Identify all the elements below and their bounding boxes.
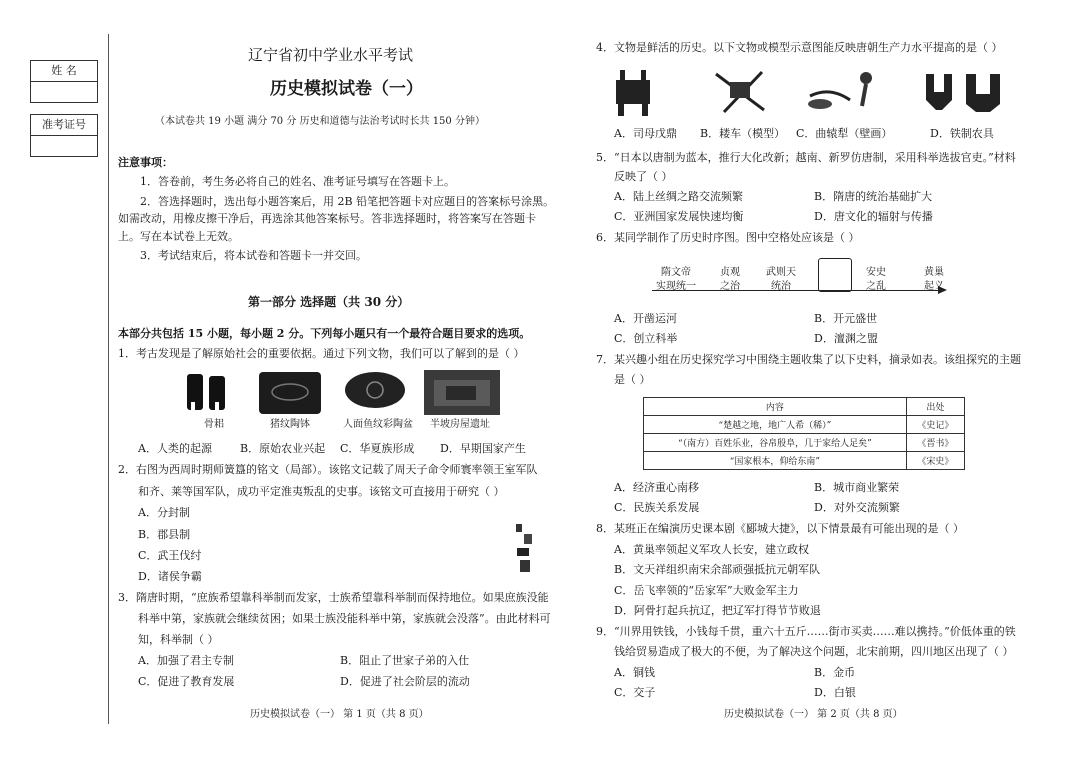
q8-stem: 8．某班正在编演历史课本剧《郾城大捷》，以下情景最有可能出现的是（ ） [596,522,964,535]
q7-option-b[interactable]: B．城市商业繁荣 [814,481,900,494]
timeline-event-4-line2: 之乱 [866,281,886,292]
section-title: 第一部分 选择题（共 30 分） [248,295,410,309]
simuwu-ding-image [612,66,654,118]
q3-stem-line1: 3．隋唐时期，“庶族希望靠科举制而发家，士族希望靠科举制而保持地位。如果庶族没能 [118,591,549,604]
q2-option-a[interactable]: A．分封制 [138,506,190,519]
q4-option-a[interactable]: A．司母戊鼎 [614,127,677,140]
q7-option-a[interactable]: A．经济重心南移 [614,481,699,494]
q1-option-d[interactable]: D．早期国家产生 [440,442,526,455]
q8-option-b[interactable]: B．文天祥组织南宋余部顽强抵抗元朝军队 [614,563,821,576]
q6-option-d[interactable]: D．澶渊之盟 [814,332,878,345]
timeline-event-1 [656,266,696,294]
q6-option-c[interactable]: C．创立科举 [614,332,678,345]
table-row [644,434,965,452]
q2-option-d[interactable]: D．诸侯争霸 [138,570,202,583]
q8-option-d[interactable]: D．阿骨打起兵抗辽，把辽军打得节节败退 [614,604,821,617]
table-header-source: 出处 [906,398,964,416]
q5-option-b[interactable]: B．隋唐的统治基础扩大 [814,190,933,203]
timeline-event-5-line2: 起义 [924,281,944,292]
q5-option-a[interactable]: A．陆上丝绸之路交流频繁 [614,190,743,203]
q1-caption-3: 人面鱼纹彩陶盆 [343,419,413,430]
q3-option-c[interactable]: C．促进了教育发展 [138,675,235,688]
q7-option-d[interactable]: D．对外交流频繁 [814,501,900,514]
q1-stem: 1．考古发现是了解原始社会的重要依据。通过下列文物，我们可以了解到的是（ ） [118,347,525,360]
q7-option-c[interactable]: C．民族关系发展 [614,501,700,514]
q2-stem-line2: 和齐、莱等国军队，成功平定淮夷叛乱的史事。该铭文可直接用于研究（ ） [138,485,505,498]
q5-option-c[interactable]: C．亚洲国家发展快速均衡 [614,210,744,223]
seed-drill-image [710,66,770,118]
name-field[interactable] [31,82,97,102]
inscription-image [512,520,536,576]
q7-stem-line1: 7．某兴趣小组在历史探究学习中围绕主题收集了以下史料，摘录如表。该组探究的主题 [596,353,1021,366]
q9-option-b[interactable]: B．金币 [814,666,856,679]
table-cell-source: 《史记》 [906,416,964,434]
exam-title: 辽宁省初中学业水平考试 [248,46,414,64]
note-2-cont: 如需改动，用橡皮擦干净后，再选涂其他答案标号。答非选择题时，将答案写在答题卡 [118,212,536,225]
banpo-house-image [424,370,500,415]
right-page-footer: 历史模拟试卷（一） 第 2 页（共 8 页） [724,709,903,720]
timeline-event-2 [720,266,740,294]
table-cell-content: “国家根本，仰给东南” [644,452,907,470]
q9-stem-line1: 9．“川界用铁钱，小钱每千贯，重六十五斤……街市买卖……难以携持。”价低体重的铁 [596,625,1016,638]
table-row [644,452,965,470]
timeline-event-3-line1: 武则天 [766,267,796,278]
q3-option-d[interactable]: D．促进了社会阶层的流动 [340,675,470,688]
pig-bowl-image [259,372,321,414]
table-row [644,416,965,434]
timeline-event-2-line1: 贞观 [720,267,740,278]
q7-stem-line2: 是（ ） [614,373,651,386]
timeline-blank-box [818,258,852,292]
binding-line [108,34,109,724]
q5-stem-line1: 5．“日本以唐制为蓝本，推行大化改新；越南、新罗仿唐制，采用科举选拔官吏。”材料 [596,151,1016,164]
q9-option-a[interactable]: A．铜钱 [614,666,655,679]
timeline-event-4-line1: 安史 [866,267,886,278]
q1-caption-4: 半坡房屋遗址 [430,419,490,430]
q6-option-a[interactable]: A．开凿运河 [614,312,677,325]
note-1: 1．答卷前，考生务必将自己的姓名、准考证号填写在答题卡上。 [140,175,455,188]
q9-stem-line2: 钱给贸易造成了极大的不便，为了解决这个问题，北宋前期，四川地区出现了（ ） [614,645,1014,658]
table-cell-content: “（南方）百姓乐业，谷帛殷阜，几于家给人足矣” [644,434,907,452]
q3-option-a[interactable]: A．加强了君主专制 [138,654,234,667]
q5-stem-line2: 反映了（ ） [614,170,673,183]
paper-title: 历史模拟试卷（一） [270,79,423,99]
note-2: 2．答选择题时，选出每小题答案后，用 2B 铅笔把答题卡对应题目的答案标号涂黑。 [140,195,555,208]
timeline-event-5-line1: 黄巢 [924,267,944,278]
q4-option-d[interactable]: D．铁制农具 [930,127,994,140]
q4-stem: 4．文物是鲜活的历史。以下文物或模型示意图能反映唐朝生产力水平提高的是（ ） [596,41,1003,54]
q2-option-b[interactable]: B．郡县制 [138,528,191,541]
q8-option-a[interactable]: A．黄巢率领起义军攻人长安，建立政权 [614,543,809,556]
note-3: 3．考试结束后，将本试卷和答题卡一并交回。 [140,249,367,262]
timeline-event-3 [766,266,796,294]
q3-option-b[interactable]: B．阻止了世家子弟的入仕 [340,654,470,667]
exam-id-box [30,114,98,157]
q4-option-c[interactable]: C．曲辕犁（壁画） [796,127,893,140]
left-page-footer: 历史模拟试卷（一） 第 1 页（共 8 页） [250,709,429,720]
paper-info: （本试卷共 19 小题 满分 70 分 历史和道德与法治考试时长共 150 分钟） [155,116,485,127]
timeline-event-2-line2: 之治 [720,281,740,292]
q9-option-d[interactable]: D．白银 [814,686,856,699]
q8-option-c[interactable]: C．岳飞率领的“岳家军”大败金军主力 [614,584,799,597]
q1-option-a[interactable]: A．人类的起源 [138,442,212,455]
q2-stem-line1: 2．右图为西周时期师簧簋的铭文（局部）。该铭文记载了周天子命令师寰率领王室军队 [118,463,538,476]
table-header-content: 内容 [644,398,907,416]
q1-option-b[interactable]: B．原始农业兴起 [240,442,326,455]
q2-option-c[interactable]: C．武王伐纣 [138,549,202,562]
iron-tools-image [922,70,1004,116]
q5-option-d[interactable]: D．唐文化的辐射与传播 [814,210,933,223]
q4-option-b[interactable]: B．耧车（模型） [700,127,786,140]
timeline-event-3-line2: 统治 [771,281,791,292]
q9-option-c[interactable]: C．交子 [614,686,656,699]
table-cell-source: 《宋史》 [906,452,964,470]
q6-option-b[interactable]: B．开元盛世 [814,312,878,325]
section-intro: 本部分共包括 15 小题，每小题 2 分。下列每小题只有一个最符合题目要求的选项。 [118,327,531,340]
timeline-event-4 [866,266,886,294]
curved-plow-image [800,66,882,118]
exam-id-label: 准考证号 [31,115,97,136]
sources-table [643,397,965,470]
timeline-event-1-line1: 隋文帝 [661,267,691,278]
q6-stem: 6．某同学制作了历史时序图。图中空格处应该是（ ） [596,231,860,244]
q1-caption-1: 骨耜 [204,419,224,430]
note-2-end: 上。写在本试卷上无效。 [118,230,239,243]
notes-title: 注意事项： [118,156,173,169]
name-label: 姓 名 [31,61,97,82]
q3-stem-line3: 知，科举制（ ） [138,633,219,646]
q3-stem-line2: 科举中第，家族就会继续贫困；如果士族没能科举中第，家族就会没落”。由此材料可 [138,612,551,625]
timeline-event-5 [924,266,944,294]
q1-option-c[interactable]: C．华夏族形成 [340,442,415,455]
table-header-row [644,398,965,416]
exam-id-field[interactable] [31,136,97,156]
bone-si-image [183,372,233,414]
q1-caption-2: 猪纹陶钵 [270,419,310,430]
table-cell-source: 《晋书》 [906,434,964,452]
fish-basin-image [343,370,407,416]
table-cell-content: “楚越之地，地广人希（稀）” [644,416,907,434]
timeline-event-1-line2: 实现统一 [656,281,696,292]
name-box [30,60,98,103]
